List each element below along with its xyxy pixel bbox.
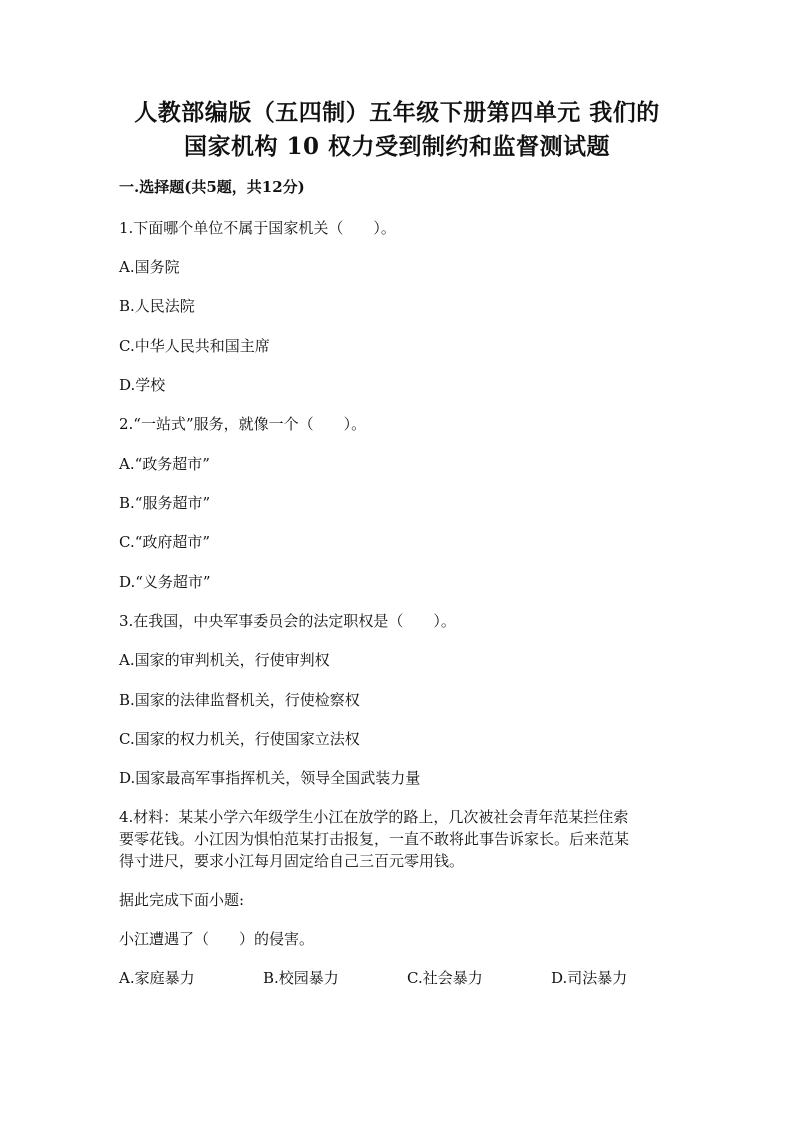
question-2-option-b: B.“服务超市” xyxy=(119,494,211,512)
question-2-option-d: D.“义务超市” xyxy=(119,573,211,591)
question-3-stem: 3.在我国，中央军事委员会的法定职权是（ ）。 xyxy=(119,612,456,630)
question-3-option-b: B.国家的法律监督机关，行使检察权 xyxy=(119,691,360,709)
title-line-2: 国家机构 10 权力受到制约和监督测试题 xyxy=(183,133,611,160)
question-4-material-line-2: 要零花钱。小江因为惧怕范某打击报复，一直不敢将此事告诉家长。后来范某 xyxy=(119,830,630,848)
section-heading: 一.选择题(共5题，共12分) xyxy=(119,178,305,196)
question-1-option-d: D.学校 xyxy=(119,376,166,394)
title-line-1: 人教部编版（五四制）五年级下册第四单元 我们的 xyxy=(134,99,660,126)
question-4-option-b: B.校园暴力 xyxy=(263,969,339,987)
question-3-option-d: D.国家最高军事指挥机关，领导全国武装力量 xyxy=(119,769,421,787)
question-1-stem: 1.下面哪个单位不属于国家机关（ ）。 xyxy=(119,219,396,237)
question-1-option-c: C.中华人民共和国主席 xyxy=(119,337,270,355)
question-4-option-c: C.社会暴力 xyxy=(407,969,483,987)
question-4-prompt: 据此完成下面小题: xyxy=(119,891,245,909)
question-2-option-c: C.“政府超市” xyxy=(119,533,211,551)
question-1-option-a: A.国务院 xyxy=(119,258,180,276)
question-4-option-a: A.家庭暴力 xyxy=(119,969,195,987)
question-2-stem: 2.“一站式”服务，就像一个（ ）。 xyxy=(119,415,367,433)
question-3-option-a: A.国家的审判机关，行使审判权 xyxy=(119,651,330,669)
question-4-sub-stem: 小江遭遇了（ ）的侵害。 xyxy=(119,930,315,948)
question-1-option-b: B.人民法院 xyxy=(119,297,195,315)
question-4-material-line-3: 得寸进尺，要求小江每月固定给自己三百元零用钱。 xyxy=(119,852,465,870)
page-title xyxy=(0,96,794,164)
question-4-material-line-1: 4.材料：某某小学六年级学生小江在放学的路上，几次被社会青年范某拦住索 xyxy=(119,808,629,826)
question-2-option-a: A.“政务超市” xyxy=(119,455,210,473)
question-3-option-c: C.国家的权力机关，行使国家立法权 xyxy=(119,730,360,748)
question-4-option-d: D.司法暴力 xyxy=(551,969,628,987)
question-4-options xyxy=(119,967,695,989)
